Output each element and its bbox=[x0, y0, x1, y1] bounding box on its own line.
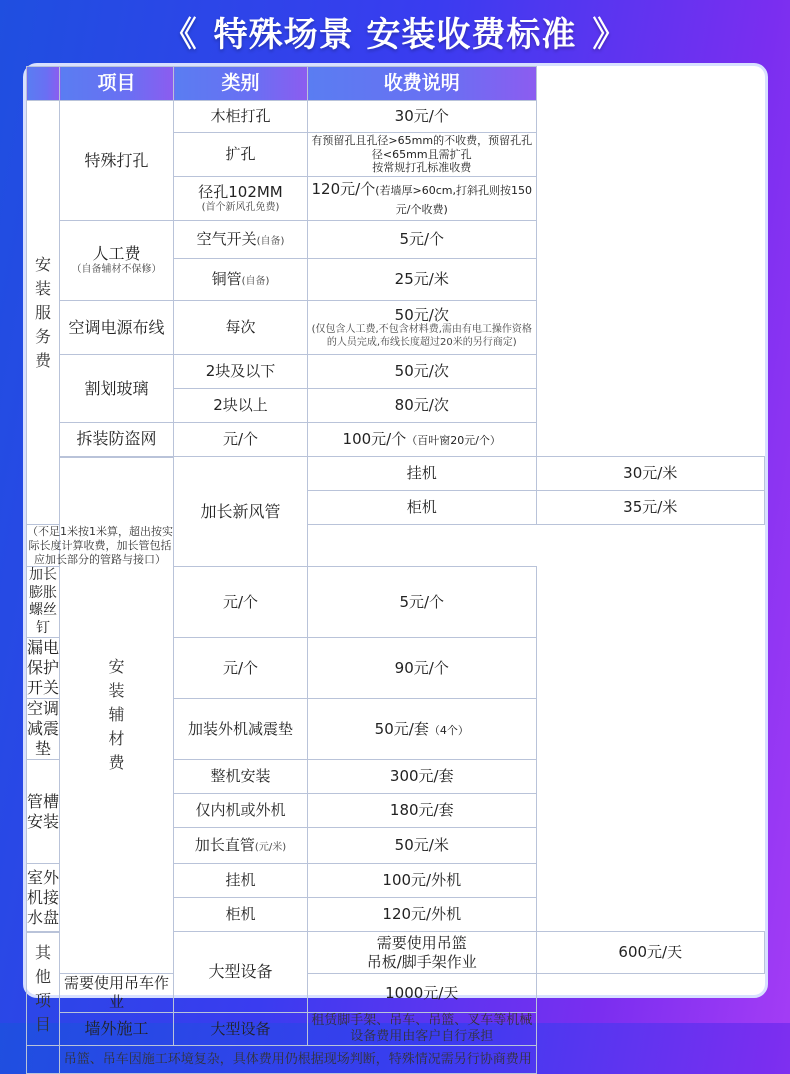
item-outer-wall: 墙外施工 bbox=[60, 1012, 174, 1046]
desc-tray-floor: 120元/外机 bbox=[308, 898, 537, 932]
item-fresh-air-pipe: 加长新风管 bbox=[174, 457, 308, 567]
desc-outer-wall: 租赁脚手架、吊车、吊篮、叉车等机械设备费用由客户自行承担 bbox=[308, 1012, 537, 1046]
title-right-bracket: 》 bbox=[592, 14, 628, 55]
desc-wiring-sub: (仅包含人工费,不包含材料费,需由有电工操作资格的人员完成,布线长度超过20米的另行商定) bbox=[311, 324, 532, 348]
cat-glass-gt2: 2块以上 bbox=[174, 389, 308, 423]
desc-enlarge-line2: 按常规打孔标准收费 bbox=[372, 161, 472, 175]
cat-pipe-floor: 柜机 bbox=[308, 491, 537, 525]
fee-table-card bbox=[23, 63, 768, 1067]
cat-trunk-straight-sub: (元/米) bbox=[254, 842, 287, 854]
footer-note: 吊篮、吊车因施工环境复杂，具体费用仍根据现场判断，特殊情况需另行协商费用 bbox=[60, 1046, 537, 1074]
desc-trunk-single: 180元/套 bbox=[308, 794, 537, 828]
desc-hole-102-price: 120元/个 bbox=[311, 179, 376, 198]
cat-tray-wall: 挂机 bbox=[174, 864, 308, 898]
desc-enlarge-line1: 有预留孔且孔径>65mm的不收费，预留孔孔径<65mm且需扩孔 bbox=[311, 133, 533, 161]
desc-security-net-price: 100元/个 bbox=[342, 430, 407, 449]
cat-basket bbox=[308, 932, 537, 974]
desc-pipe-wall: 30元/米 bbox=[536, 457, 765, 491]
table-row bbox=[27, 423, 765, 457]
page-title bbox=[0, 0, 790, 62]
cat-expansion-bolt: 元/个 bbox=[174, 567, 308, 638]
cat-air-switch-sub: (自备) bbox=[256, 236, 285, 248]
desc-pipe-floor: 35元/米 bbox=[536, 491, 765, 525]
cat-air-switch bbox=[174, 221, 308, 259]
desc-shock-pad bbox=[308, 699, 537, 760]
cat-shock-pad: 加装外机减震垫 bbox=[174, 699, 308, 760]
table-row bbox=[27, 457, 765, 491]
cat-basket-line1: 需要使用吊篮 bbox=[376, 934, 467, 952]
desc-security-net-sub: （百叶窗20元/个） bbox=[406, 434, 501, 448]
cat-trunk-straight bbox=[174, 828, 308, 864]
section-other: 其 他 项 目 bbox=[27, 932, 60, 1046]
item-trunking: 管槽安装 bbox=[27, 760, 60, 864]
desc-wiring-price: 50元/次 bbox=[394, 305, 449, 324]
header-blank bbox=[27, 67, 60, 101]
cat-copper-pipe-sub: (自备) bbox=[241, 276, 270, 288]
item-expansion-bolt: 加长膨胀螺丝钉 bbox=[27, 567, 60, 638]
item-large-equipment: 大型设备 bbox=[174, 932, 308, 1013]
table-row bbox=[27, 974, 765, 1013]
cat-enlarge-hole: 扩孔 bbox=[174, 133, 308, 177]
item-shock-pad: 空调减震垫 bbox=[27, 699, 60, 759]
cat-security-net: 元/个 bbox=[174, 423, 308, 457]
desc-wiring bbox=[308, 301, 537, 355]
desc-copper-pipe: 25元/米 bbox=[308, 259, 537, 301]
desc-basket: 600元/天 bbox=[536, 932, 765, 974]
cat-leakage-switch: 元/个 bbox=[174, 638, 308, 699]
desc-trunk-full: 300元/套 bbox=[308, 760, 537, 794]
desc-shock-pad-sub: （4个） bbox=[428, 723, 469, 737]
footer-blank bbox=[27, 1046, 60, 1074]
title-left-bracket: 《 bbox=[162, 14, 198, 55]
item-glass: 割划玻璃 bbox=[60, 355, 174, 423]
cat-trunk-straight-label: 加长直管 bbox=[194, 836, 255, 855]
header-desc: 收费说明 bbox=[308, 67, 537, 101]
section-install-service: 安 装 服 务 费 bbox=[27, 101, 60, 525]
cat-copper-pipe bbox=[174, 259, 308, 301]
table-row bbox=[27, 221, 765, 259]
cat-hole-102 bbox=[174, 177, 308, 221]
header-category: 类别 bbox=[174, 67, 308, 101]
cat-crane: 需要使用吊车作业 bbox=[60, 974, 174, 1013]
desc-leakage-switch: 90元/个 bbox=[308, 638, 537, 699]
desc-trunk-straight: 50元/米 bbox=[308, 828, 537, 864]
desc-crane: 1000元/天 bbox=[308, 974, 537, 1013]
item-wiring: 空调电源布线 bbox=[60, 301, 174, 355]
table-row bbox=[27, 101, 765, 133]
fee-table bbox=[26, 66, 765, 1074]
item-leakage-switch: 漏电保护开关 bbox=[27, 638, 60, 698]
cat-wiring: 每次 bbox=[174, 301, 308, 355]
cat-basket-line2: 吊板/脚手架作业 bbox=[366, 952, 477, 971]
pipe-note: （不足1米按1米算，超出按实际长度计算收费，加长管包括应加长部分的管路与接口） bbox=[27, 525, 173, 566]
cat-copper-pipe-label: 铜管 bbox=[211, 270, 242, 289]
header-item: 项目 bbox=[60, 67, 174, 101]
desc-hole-102 bbox=[308, 177, 537, 221]
item-labor-label: 人工费 bbox=[92, 244, 141, 264]
cat-pipe-wall: 挂机 bbox=[308, 457, 537, 491]
cat-trunk-full: 整机安装 bbox=[174, 760, 308, 794]
cat-wood-cabinet: 木柜打孔 bbox=[174, 101, 308, 133]
table-row bbox=[27, 525, 765, 567]
desc-air-switch: 5元/个 bbox=[308, 221, 537, 259]
cat-glass-le2: 2块及以下 bbox=[174, 355, 308, 389]
desc-enlarge-hole bbox=[308, 133, 537, 177]
table-row bbox=[27, 355, 765, 389]
desc-security-net bbox=[308, 423, 537, 457]
table-row bbox=[27, 1046, 765, 1074]
item-special-drill: 特殊打孔 bbox=[60, 101, 174, 221]
desc-shock-pad-price: 50元/套 bbox=[374, 719, 429, 738]
cat-outer-wall: 大型设备 bbox=[174, 1012, 308, 1046]
cat-hole-102-label: 径孔102MM bbox=[198, 182, 283, 201]
desc-glass-gt2: 80元/次 bbox=[308, 389, 537, 423]
table-row bbox=[27, 1012, 765, 1046]
cat-air-switch-label: 空气开关 bbox=[196, 230, 257, 249]
desc-hole-102-sub: (若墙厚>60cm,打斜孔则按150元/个收费) bbox=[375, 183, 532, 216]
item-security-net: 拆装防盗网 bbox=[60, 423, 174, 457]
table-row bbox=[27, 301, 765, 355]
item-labor-sub: （自备辅材不保修） bbox=[71, 264, 162, 276]
item-drain-tray: 室外机接水盘 bbox=[27, 864, 60, 932]
item-labor bbox=[60, 221, 174, 301]
cat-hole-102-sub: (首个新风孔免费) bbox=[201, 201, 280, 213]
cat-tray-floor: 柜机 bbox=[174, 898, 308, 932]
section-material: 安 装 辅 材 费 bbox=[60, 457, 174, 974]
table-header-row bbox=[27, 67, 765, 101]
desc-wood-cabinet: 30元/个 bbox=[308, 101, 537, 133]
title-text: 特殊场景 安装收费标准 bbox=[213, 14, 577, 55]
desc-tray-wall: 100元/外机 bbox=[308, 864, 537, 898]
desc-expansion-bolt: 5元/个 bbox=[308, 567, 537, 638]
desc-glass-le2: 50元/次 bbox=[308, 355, 537, 389]
cat-trunk-single: 仅内机或外机 bbox=[174, 794, 308, 828]
